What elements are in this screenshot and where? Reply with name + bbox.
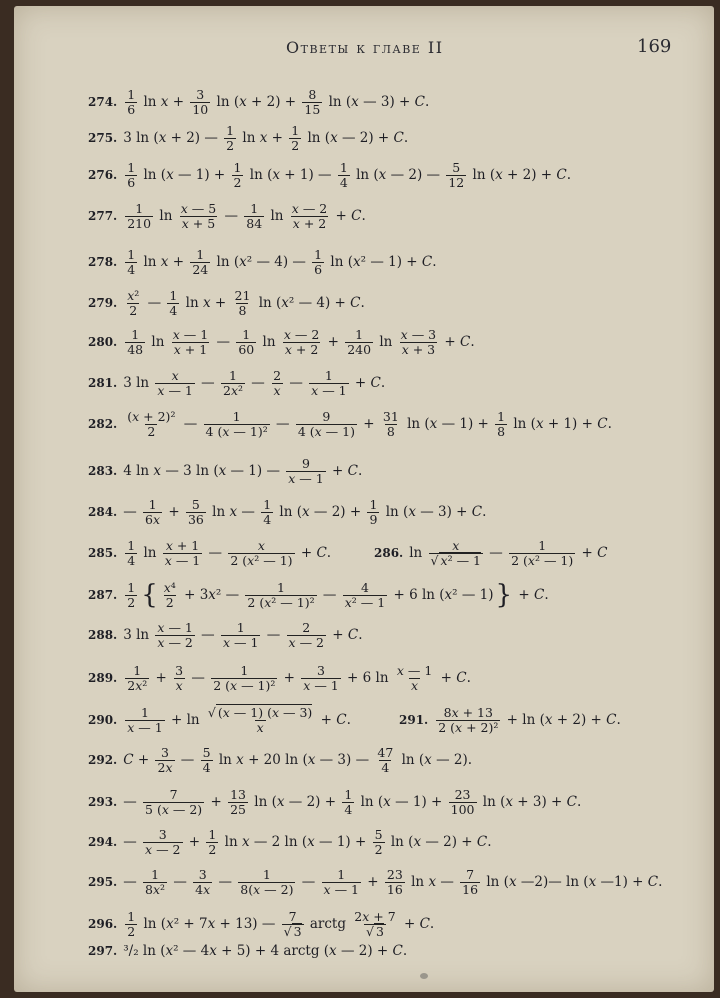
answer-294: 294. — 3 x — 2 + $\frac{1}{2}$ ln x — 2 ln (x — 1) + $\frac{5}{2}$ ln (x — 2) + C. [88,827,492,857]
answer-number: 286. [374,545,404,560]
answer-number: 275. [88,130,118,145]
answer-282: 282. (x + 2)² 2 — 1 4 (x — 1)² — 9 4 (x — 1) + $\frac{31}{8}$ ln (x — 1) + $\frac{1}{8}$ ln (x + 1) + C. [88,409,612,439]
answer-number: 277. [88,208,118,223]
answer-280: 280. 1 48 ln x — 1 x + 1 — 1 60 ln x — 2 x + 2 + $\frac{1}{240}$ ln x — 3 x + 3 + C. [88,327,475,357]
answer-296: 296. 1 2 ln (x² + 7x + 13) — 7 √ 3 arctg 2x + 7 √ 3 + C. [88,909,435,939]
answer-279: 279. x² 2 — 1 4 ln x + $\frac{21}{8}$ ln (x² — 4) + C. [88,288,365,318]
book-page [14,6,714,992]
answer-number: 282. [88,416,118,431]
answer-number: 279. [88,295,118,310]
answer-285: 285. 1 4 ln x + 1 x — 1 — x 2 (x² — 1) + C. [88,538,332,568]
answer-number: 284. [88,504,118,519]
answer-297: 297. ³/₂ ln (x² — 4x + 5) + 4 arctg (x — 2) + C. [88,943,408,959]
answer-286: 286. ln x √ x² — 1 — 1 2 (x² — 1) + C [374,538,608,568]
answer-275: 275. 3 ln (x + 2) — 1 2 ln x + $\frac{1}{2}$ ln (x — 2) + C. [88,123,409,153]
answer-number: 293. [88,794,118,809]
answer-277: 277. 1 210 ln x — 5 x + 5 — 1 84 ln x — 2 x + 2 + C. [88,201,366,231]
answer-274: 274. 1 6 ln x + $\frac{3}{10}$ ln (x + 2) + $\frac{8}{15}$ ln (x — 3) + C. [88,87,430,117]
answer-number: 290. [88,712,118,727]
answer-number: 288. [88,627,118,642]
answer-number: 276. [88,167,118,182]
answer-295: 295. — 1 8x² — 3 4x — 1 8(x — 2) — 1 x — 1 + $\frac{23}{16}$ ln x — 7 16 ln (x —2)— ln (x —1) + C. [88,867,663,897]
answer-number: 291. [399,712,429,727]
answer-number: 287. [88,587,118,602]
answer-283: 283. 4 ln x — 3 ln (x — 1) — 9 x — 1 + C. [88,456,363,486]
answer-number: 283. [88,463,118,478]
answer-number: 278. [88,254,118,269]
answer-290: 290. 1 x — 1 + ln √ (x — 1) (x — 3) x + C. [88,705,351,735]
chapter-title: Ответы к главе II [286,38,444,57]
answer-number: 292. [88,752,118,767]
page-header [14,36,714,60]
answer-291: 291. 8x + 13 2 (x + 2)² + ln (x + 2) + C. [399,705,621,735]
answer-number: 296. [88,916,118,931]
answer-number: 280. [88,334,118,349]
answer-number: 294. [88,834,118,849]
page-number: 169 [637,36,672,57]
ink-spot [420,973,428,979]
answer-287: 287. 1 2 { x⁴ 2 + 3x² — 1 2 (x² — 1)² — 4 x² — 1 + 6 ln (x² — 1) } + C. [88,580,549,610]
answer-284: 284. — 1 6x + $\frac{5}{36}$ ln x — 1 4 ln (x — 2) + $\frac{1}{9}$ ln (x — 3) + C. [88,497,487,527]
answer-number: 281. [88,375,118,390]
answer-276: 276. 1 6 ln (x — 1) + $\frac{1}{2}$ ln (x + 1) — 1 4 ln (x — 2) — 5 12 ln (x + 2) + C. [88,160,572,190]
answer-number: 274. [88,94,118,109]
answer-293: 293. — 7 5 (x — 2) + $\frac{13}{25}$ ln (x — 2) + $\frac{1}{4}$ ln (x — 1) + $\frac{23}{100}$ ln (x + 3) + C. [88,787,582,817]
answer-number: 295. [88,874,118,889]
answer-288: 288. 3 ln x — 1 x — 2 — 1 x — 1 — 2 x — 2 + C. [88,620,363,650]
answer-number: 297. [88,943,118,958]
answer-278: 278. 1 4 ln x + $\frac{1}{24}$ ln (x² — 4) — 1 6 ln (x² — 1) + C. [88,247,437,277]
answer-289: 289. 1 2x² + $\frac{3}{x}$ — 1 2 (x — 1)² + $\frac{3}{x — 1}$ + 6 ln x — 1 x + C. [88,663,471,693]
answer-292: 292. C + $\frac{3}{2x}$ — 5 4 ln x + 20 ln (x — 3) — 47 4 ln (x — 2). [88,745,473,775]
answer-281: 281. 3 ln x x — 1 — 1 2x² — 2 x — 1 x — 1 + C. [88,368,386,398]
answer-number: 285. [88,545,118,560]
answer-number: 289. [88,670,118,685]
